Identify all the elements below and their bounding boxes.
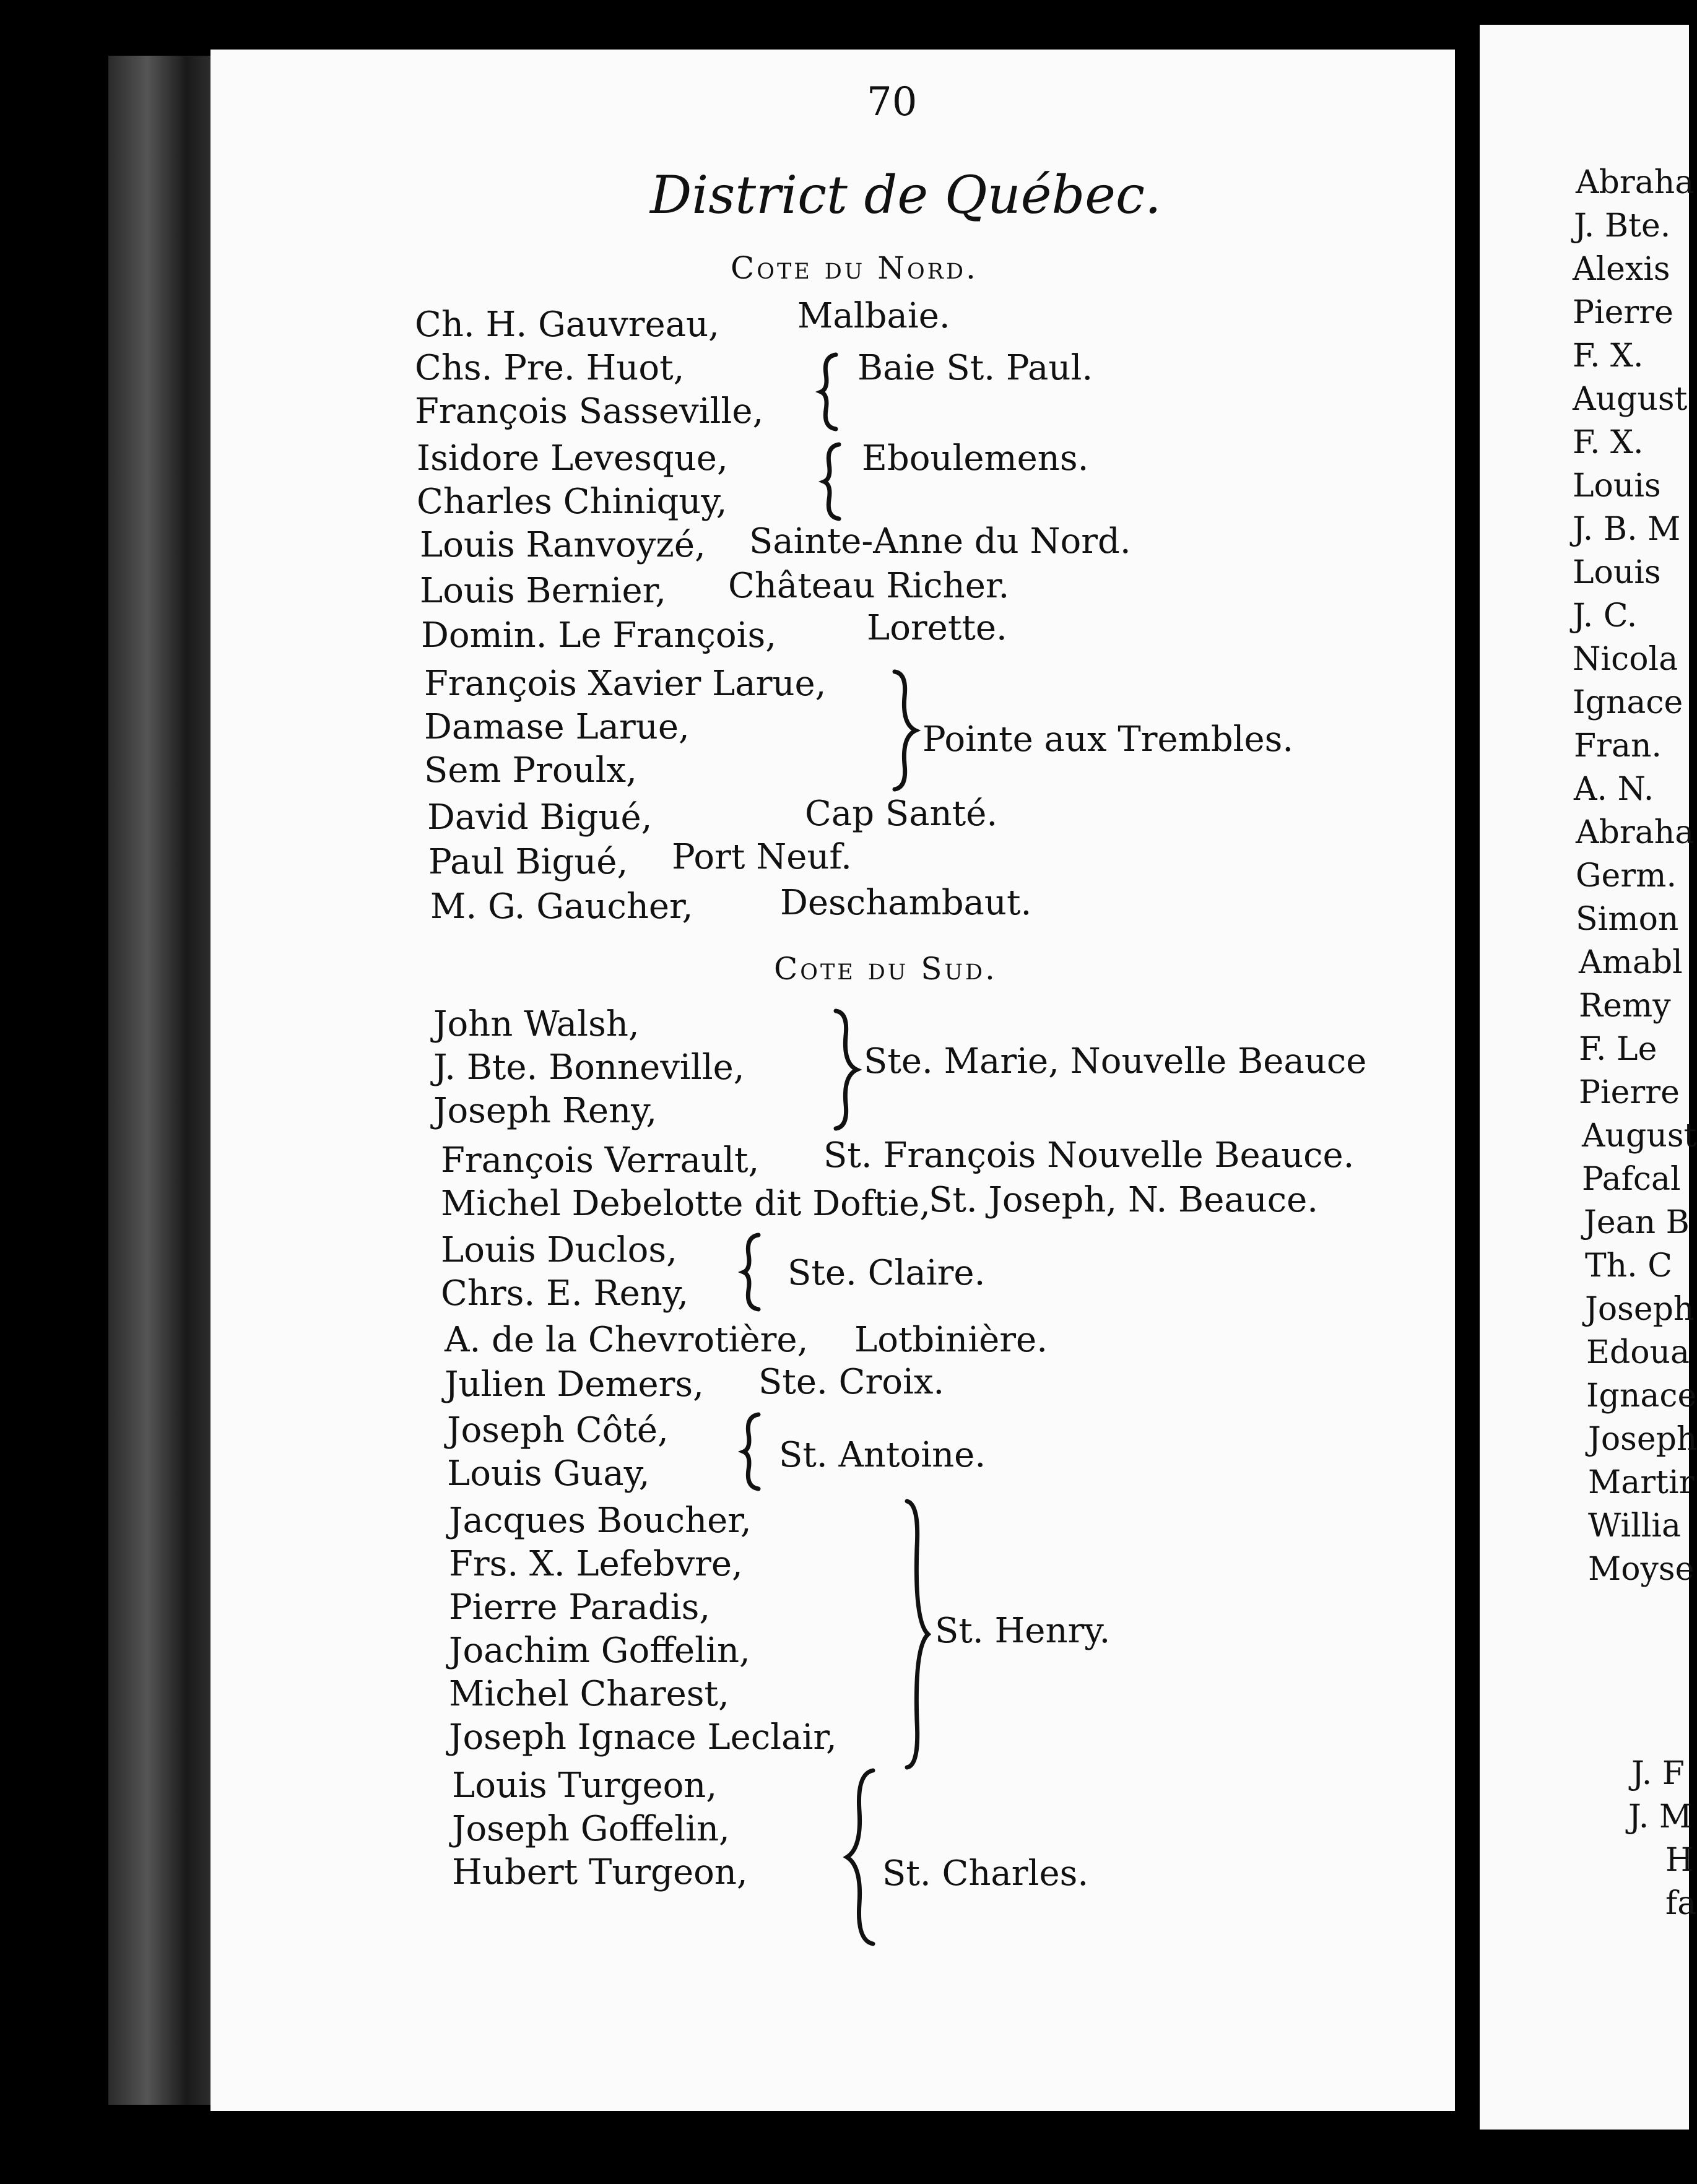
fragment-line: Ignace [1573,684,1683,721]
entry-place: Lorette. [867,608,1007,648]
entry-name: John Walsh, [433,1004,640,1044]
entry-name: David Bigué, [427,797,653,838]
entry-name: Joseph Ignace Leclair, [449,1717,837,1757]
entry-name: Hubert Turgeon, [452,1852,748,1892]
fragment-line: Simon [1576,901,1679,938]
brace [820,441,845,522]
brace [882,669,919,792]
fragment-line: Joseph [1588,1421,1697,1458]
fragment-line: Amabl [1579,944,1683,981]
entry-name: Ch. H. Gauvreau, [415,305,719,345]
entry-place: St. François Nouvelle Beauce. [823,1135,1355,1176]
entry-place: St. Charles. [882,1853,1089,1894]
entry-place: Ste. Claire. [788,1253,986,1293]
entry-name: Louis Bernier, [420,571,667,611]
fragment-line: Th. C [1585,1247,1673,1285]
entry-place: Château Richer. [728,566,1010,606]
fragment-line: J. Bte. [1574,207,1671,245]
entry-name: Domin. Le François, [421,615,777,656]
fragment-line: Pierre [1573,294,1673,331]
entry-name: Damase Larue, [424,707,690,747]
fragment-line: Louis [1573,554,1661,591]
entry-place: Pointe aux Trembles. [922,719,1294,760]
entry-place: Malbaie. [797,296,950,336]
entry-place: Ste. Marie, Nouvelle Beauce [864,1041,1367,1081]
fragment-line: J. M [1628,1798,1693,1835]
fragment-line: Willia [1588,1507,1682,1545]
entry-name: Isidore Levesque, [417,438,728,479]
fragment-line: H [1665,1842,1694,1879]
fragment-line: Pafcal [1582,1161,1681,1198]
entry-name: Louis Guay, [447,1454,650,1494]
entry-name: Charles Chiniquy, [417,482,727,522]
entry-name: Julien Demers, [445,1364,704,1405]
fragment-line: A. N. [1574,771,1654,808]
brace [740,1411,765,1492]
entry-place: Cap Santé. [805,794,998,834]
entry-name: Jacques Boucher, [449,1501,752,1541]
fragment-line: Fran. [1574,727,1662,765]
facing-page-fragment [1480,25,1697,2130]
entry-name: François Verrault, [441,1140,760,1181]
entry-name: François Sasseville, [415,391,764,431]
entry-name: Paul Bigué, [428,842,628,882]
entry-name: J. Bte. Bonneville, [433,1047,745,1088]
entry-place: Eboulemens. [862,438,1089,479]
fragment-line: August [1582,1117,1697,1155]
fragment-line: F. X. [1573,337,1644,375]
entry-place: St. Joseph, N. Beauce. [929,1180,1319,1220]
entry-name: Joseph Côté, [447,1410,669,1450]
entry-name: Louis Ranvoyzé, [420,525,706,565]
fragment-line: Abraha [1576,164,1695,201]
fragment-line: F. X. [1573,424,1644,461]
brace [842,1767,879,1947]
page-title: District de Québec. [650,165,1161,225]
brace [740,1232,765,1312]
left-page [210,50,1455,2111]
entry-name: Chs. Pre. Huot, [415,348,685,388]
fragment-line: Edoua [1586,1334,1690,1371]
fragment-line: F. Le [1579,1031,1657,1068]
fragment-line: Germ. [1576,857,1677,895]
entry-name: Pierre Paradis, [449,1587,711,1627]
entry-place: Deschambaut. [780,883,1032,923]
fragment-line: Ignace [1586,1377,1697,1415]
book-spine [108,56,220,2105]
entry-place: St. Antoine. [779,1435,986,1475]
brace [895,1498,932,1770]
fragment-line: August [1573,381,1688,418]
page-number: 70 [867,79,918,125]
fragment-line: Alexis [1573,251,1670,288]
entry-place: St. Henry. [935,1611,1111,1651]
fragment-line: J. C. [1573,597,1638,635]
entry-name: Frs. X. Lefebvre, [449,1544,743,1584]
entry-name: A. de la Chevrotière, [445,1320,809,1360]
entry-name: Michel Debelotte dit Doftie, [441,1184,931,1224]
entry-place: Ste. Croix. [758,1362,945,1402]
fragment-line: Jean B [1584,1204,1690,1241]
fragment-line: fa [1665,1885,1697,1922]
fragment-line: Martir [1588,1464,1695,1501]
fragment-line: J. F [1631,1755,1685,1792]
entry-name: Joachim Goffelin, [449,1631,750,1671]
entry-name: Chrs. E. Reny, [441,1273,688,1314]
entry-name: Michel Charest, [449,1674,729,1714]
fragment-line: Moyse [1588,1551,1695,1588]
entry-name: Sem Proulx, [424,750,637,791]
entry-name: François Xavier Larue, [424,664,827,704]
fragment-line: Joseph [1585,1291,1695,1328]
brace [823,1008,861,1132]
entry-name: Louis Turgeon, [452,1766,718,1806]
fragment-line: Nicola [1573,641,1678,678]
entry-place: Lotbinière. [854,1320,1048,1360]
entry-place: Port Neuf. [672,837,852,877]
fragment-line: Remy [1579,987,1671,1025]
entry-name: Joseph Goffelin, [452,1809,730,1849]
section-heading-sud: Cote du Sud. [774,951,997,987]
fragment-line: J. B. M [1573,511,1681,548]
entry-place: Sainte-Anne du Nord. [749,521,1131,561]
entry-name: Louis Duclos, [441,1230,677,1270]
entry-place: Baie St. Paul. [857,348,1093,388]
entry-name: Joseph Reny, [433,1091,658,1131]
entry-name: M. G. Gaucher, [430,886,693,927]
fragment-line: Abraha [1576,814,1695,851]
brace [817,352,842,432]
section-heading-nord: Cote du Nord. [731,250,978,286]
fragment-line: Louis [1573,467,1661,505]
fragment-line: Pierre [1579,1074,1680,1111]
